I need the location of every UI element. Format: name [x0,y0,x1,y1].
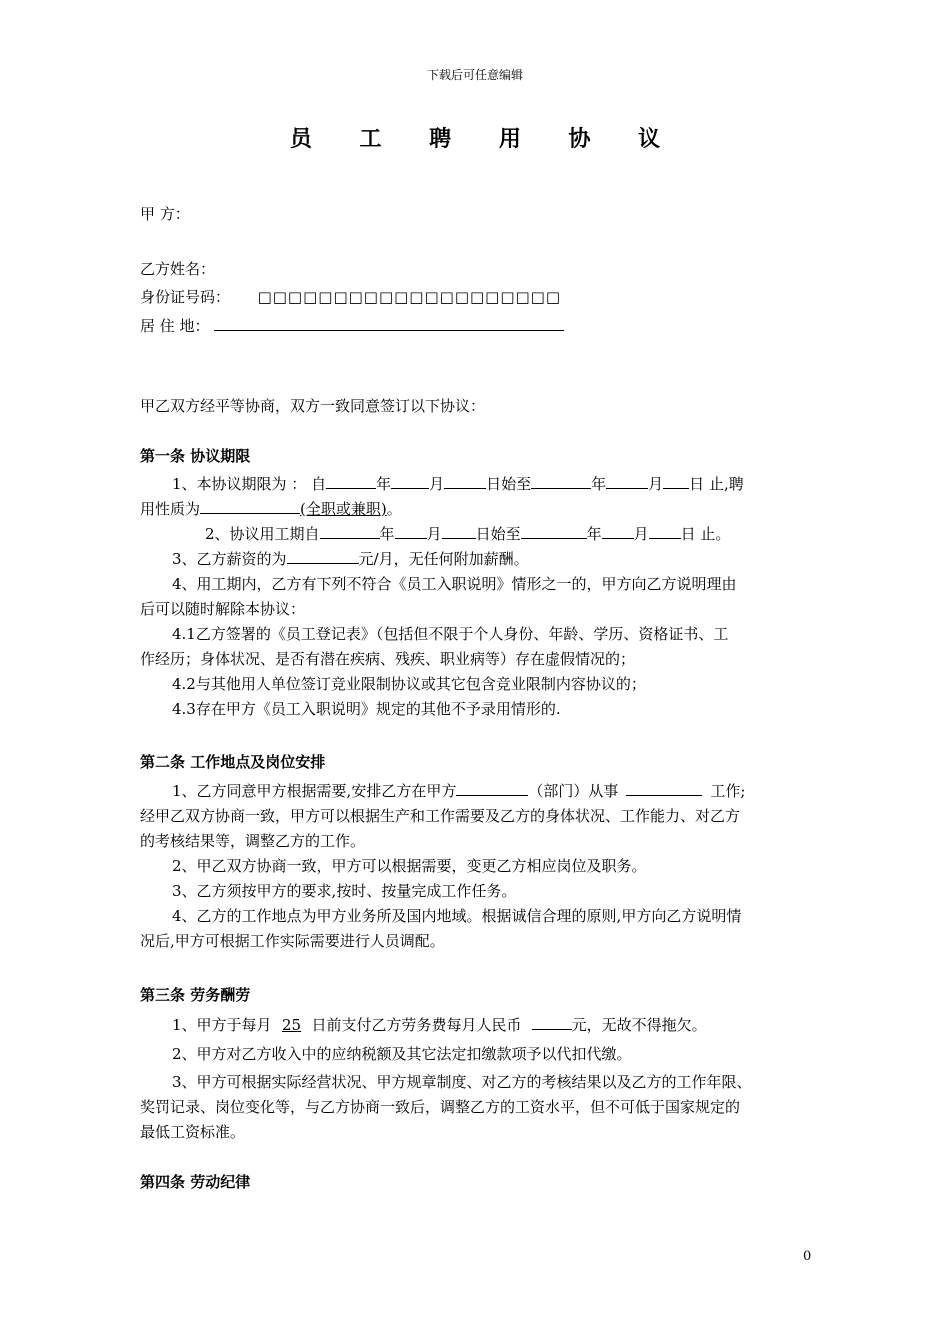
s2-line-3: 的考核结果等，调整乙方的工作。 [140,832,366,850]
s2-text: 工作; [710,782,746,800]
s3-line-2: 2、甲方对乙方收入中的应纳税额及其它法定扣缴款项予以代扣代缴。 [172,1045,632,1063]
address-blank [214,315,564,331]
party-a-label: 甲 方： [140,205,190,223]
s2-line-4: 2、甲乙双方协商一致，甲方可以根据需要，变更乙方相应岗位及职务。 [172,857,647,875]
s1-text: 3、乙方薪资的为 [172,550,287,568]
s1-text: 日 止。 [680,525,731,543]
blank [444,473,486,489]
s1-line-3 [205,523,730,544]
id-number-row [140,286,561,307]
s2-text: 1、乙方同意甲方根据需要,安排乙方在甲方 [172,782,457,800]
s3-text: 日前支付乙方劳务费每月人民币 [311,1016,522,1034]
s1-text: 。 [386,500,402,518]
s1-line-2 [140,498,402,519]
s1-text: 日始至 [475,525,521,543]
s3-line-4: 奖罚记录、岗位变化等，与乙方协商一致后，调整乙方的工资水平，但不可低于国家规定的 [140,1098,741,1116]
party-b-name-label: 乙方姓名： [140,260,216,278]
s1-text: (全职或兼职) [300,500,387,518]
s1-text: 月 [648,475,664,493]
blank [287,548,359,564]
blank [649,523,681,539]
blank [391,473,429,489]
address-label: 居 住 地： [140,317,210,335]
s1-line-9: 4.2与其他用人单位签订竞业限制协议或其它包含竞业限制内容协议的； [172,675,646,693]
s1-text: 年 [586,525,602,543]
s1-line-8: 作经历；身体状况、是否有潜在疾病、残疾、职业病等）存在虚假情况的； [140,650,636,668]
blank [521,523,587,539]
blank [320,523,380,539]
blank [456,780,528,796]
s1-text: 年 [591,475,607,493]
s2-line-7: 况后,甲方可根据工作实际需要进行人员调配。 [140,932,445,950]
blank [663,473,689,489]
s1-line-7: 4.1乙方签署的《员工登记表》（包括但不限于个人身份、年龄、学历、资格证书、工 [172,625,729,643]
section-2-heading: 第二条 工作地点及岗位安排 [140,753,326,771]
blank [200,498,300,514]
header-note: 下载后可任意编辑 [426,68,523,82]
s1-line-4 [172,548,529,569]
blank [532,1014,572,1030]
s1-text: 年 [379,525,395,543]
s3-text: 1、甲方于每月 [172,1016,272,1034]
s3-line-5: 最低工资标准。 [140,1123,246,1141]
s1-text: 日始至 [486,475,532,493]
intro-text: 甲乙双方经平等协商，双方一致同意签订以下协议： [140,397,486,415]
blank [395,523,427,539]
section-1-heading: 第一条 协议期限 [140,447,251,465]
document-title: 员 工 聘 用 协 议 [289,126,681,152]
s1-text: 元/月，无任何附加薪酬。 [358,550,529,568]
s1-text: 日 止,聘 [689,475,744,493]
s1-line-6: 后可以随时解除本协议： [140,600,306,618]
blank [602,523,634,539]
s1-text: 月 [426,525,442,543]
s1-text: 月 [429,475,445,493]
s2-text: （部门）从事 [528,782,619,800]
blank [442,523,476,539]
s1-line-1 [172,473,744,494]
s2-line-1 [172,780,745,801]
s3-line-3: 3、甲方可根据实际经营状况、甲方规章制度、对乙方的考核结果以及乙方的工作年限、 [172,1073,752,1091]
s3-line-1 [172,1014,707,1035]
blank [626,780,702,796]
s1-text: 用性质为 [140,500,201,518]
id-number-boxes: □□□□□□□□□□□□□□□□□□□□ [257,288,562,306]
section-3-heading: 第三条 劳务酬劳 [140,986,251,1004]
s2-line-5: 3、乙方须按甲方的要求,按时、按量完成工作任务。 [172,882,517,900]
s2-line-6: 4、乙方的工作地点为甲方业务所及国内地域。根据诚信合理的原则,甲方向乙方说明情 [172,907,742,925]
s1-text: 1、本协议期限为 ： 自 [172,475,327,493]
s1-line-5: 4、用工期内，乙方有下列不符合《员工入职说明》情形之一的，甲方向乙方说明理由 [172,575,737,593]
s1-text: 年 [376,475,392,493]
blank [326,473,376,489]
s1-line-10: 4.3存在甲方《员工入职说明》规定的其他不予录用情形的. [172,700,561,718]
s3-text: 元，无故不得拖欠。 [571,1016,707,1034]
blank [531,473,591,489]
address-row [140,315,564,336]
blank [606,473,648,489]
s3-day-value: 25 [282,1016,302,1034]
s1-text: 2、协议用工期自 [205,525,320,543]
section-4-heading: 第四条 劳动纪律 [140,1173,251,1191]
s1-text: 月 [633,525,649,543]
s2-line-2: 经甲乙双方协商一致，甲方可以根据生产和工作需要及乙方的身体状况、工作能力、对乙方 [140,807,741,825]
page-number: 0 [803,1249,812,1264]
id-number-label: 身份证号码： [140,288,231,306]
